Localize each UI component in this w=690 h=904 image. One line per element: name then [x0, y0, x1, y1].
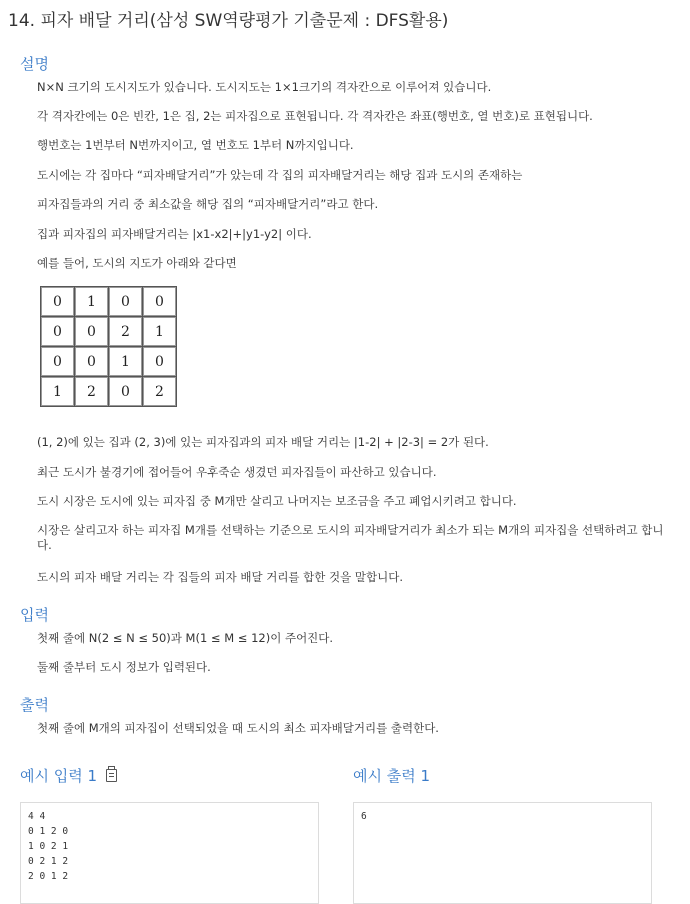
grid-row [41, 287, 177, 317]
grid-cell: 0 [75, 317, 109, 347]
description-paragraph: 최근 도시가 불경기에 접어들어 우후죽순 생겼던 피자집들이 파산하고 있습니다. [37, 465, 437, 479]
grid-cell: 0 [143, 347, 177, 377]
grid-cell: 0 [41, 317, 75, 347]
input-paragraph: 첫째 줄에 N(2 ≤ N ≤ 50)과 M(1 ≤ M ≤ 12)이 주어진다. [37, 631, 334, 645]
description-paragraph: 도시의 피자 배달 거리는 각 집들의 피자 배달 거리를 합한 것을 말합니다. [37, 570, 404, 584]
example-output-title: 예시 출력 1 [353, 767, 431, 785]
grid-cell: 0 [41, 287, 75, 317]
example-output-box[interactable] [353, 802, 652, 904]
description-paragraph: 도시에는 각 집마다 “피자배달거리”가 았는데 각 집의 피자배달거리는 해당 집과 도시의 존재하는 [37, 168, 523, 182]
input-paragraph: 둘째 줄부터 도시 정보가 입력된다. [37, 660, 211, 674]
example-input-title-text: 예시 입력 1 [20, 767, 98, 785]
example-input-title [20, 765, 117, 786]
grid-cell: 2 [143, 377, 177, 407]
copy-icon[interactable] [106, 769, 117, 782]
grid-row [41, 377, 177, 407]
grid-row [41, 317, 177, 347]
grid-cell: 0 [75, 347, 109, 377]
example-output-content: 6 [361, 811, 367, 822]
grid-cell: 1 [41, 377, 75, 407]
description-paragraph: 도시 시장은 도시에 있는 피자집 중 M개만 살리고 나머지는 보조금을 주고 폐업시키려고 합니다. [37, 494, 517, 508]
city-map-grid [40, 286, 177, 407]
description-paragraph: 집과 피자집의 피자배달거리는 |x1-x2|+|y1-y2| 이다. [37, 227, 312, 241]
grid-cell: 1 [75, 287, 109, 317]
grid-cell: 0 [109, 287, 143, 317]
grid-cell: 0 [109, 377, 143, 407]
description-paragraph: (1, 2)에 있는 집과 (2, 3)에 있는 피자집과의 피자 배달 거리는 |1-2| + |2-3| = 2가 된다. [37, 435, 489, 449]
description-paragraph: 각 격자칸에는 0은 빈칸, 1은 집, 2는 피자집으로 표현됩니다. 각 격자칸은 좌표(행번호, 열 번호)로 표현됩니다. [37, 109, 593, 123]
example-input-box[interactable] [20, 802, 319, 904]
grid-cell: 1 [143, 317, 177, 347]
grid-cell: 0 [143, 287, 177, 317]
grid-cell: 2 [75, 377, 109, 407]
description-paragraph: 피자집들과의 거리 중 최소값을 해당 집의 “피자배달거리”라고 한다. [37, 197, 379, 211]
description-paragraph: 행번호는 1번부터 N번까지이고, 열 번호도 1부터 N까지입니다. [37, 138, 354, 152]
grid-cell: 0 [41, 347, 75, 377]
description-paragraph: 시장은 살리고자 하는 피자집 M개를 선택하는 기준으로 도시의 피자배달거리가 최소가 되는 M개의 피자집을 선택하려고 합니다. [37, 523, 664, 552]
output-heading: 출력 [20, 696, 49, 714]
description-paragraph: 예를 들어, 도시의 지도가 아래와 같다면 [37, 256, 237, 270]
output-paragraph: 첫째 줄에 M개의 피자집이 선택되었을 때 도시의 최소 피자배달거리를 출력한다. [37, 721, 439, 735]
description-heading: 설명 [20, 55, 49, 73]
input-heading: 입력 [20, 606, 49, 624]
example-input-content: 4 4 0 1 2 0 1 0 2 1 0 2 1 2 2 0 1 2 [28, 811, 69, 882]
grid-cell: 2 [109, 317, 143, 347]
grid-cell: 1 [109, 347, 143, 377]
page-title: 14. 피자 배달 거리(삼성 SW역량평가 기출문제 : DFS활용) [8, 11, 449, 31]
description-paragraph: N×N 크기의 도시지도가 있습니다. 도시지도는 1×1크기의 격자칸으로 이루어져 있습니다. [37, 80, 492, 94]
grid-row [41, 347, 177, 377]
